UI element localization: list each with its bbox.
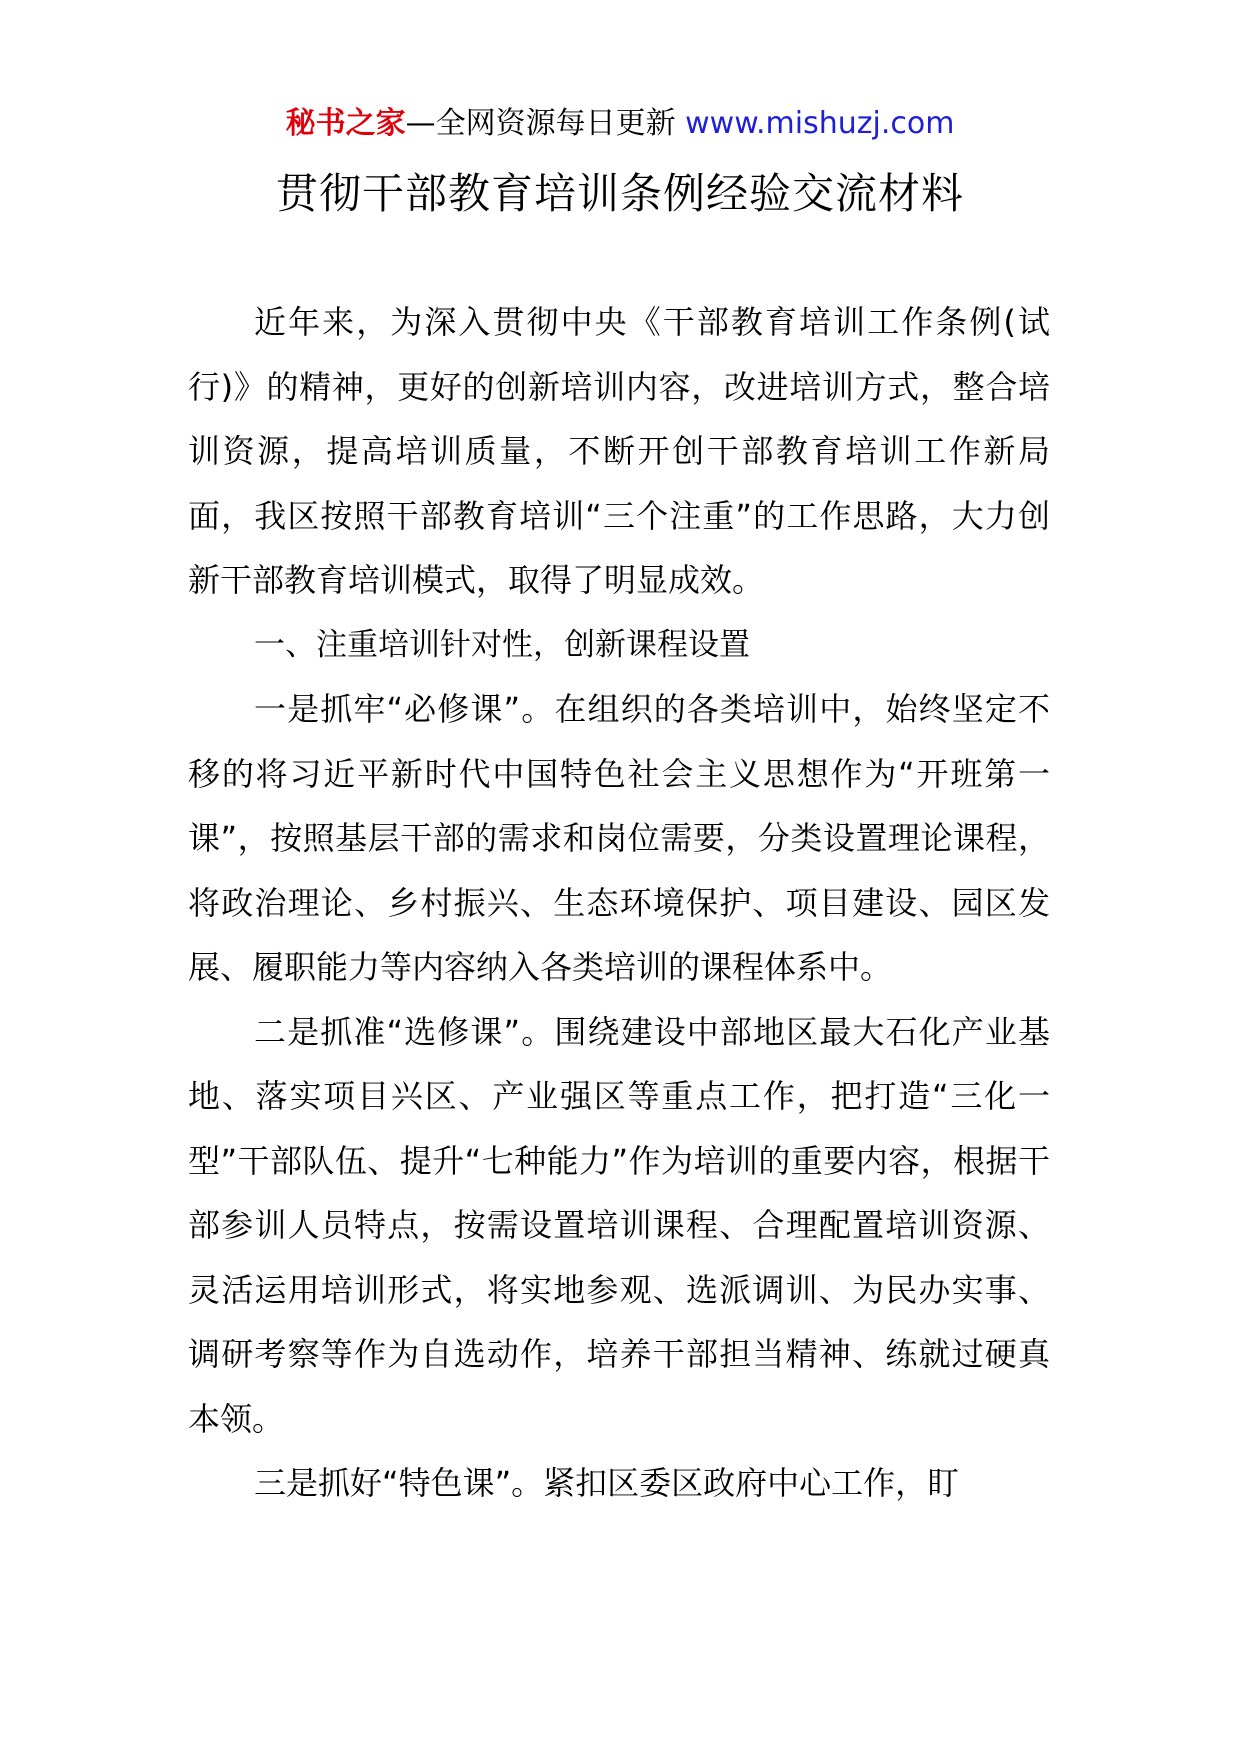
website-link[interactable]: www.mishuzj.com (685, 106, 955, 141)
paragraph-required-course: 一是抓牢“必修课”。在组织的各类培训中，始终坚定不移的将习近平新时代中国特色社会主义思想作为“开班第一课”，按照基层干部的需求和岗位需要，分类设置理论课程，将政治理论、乡村振兴、生态环境保护、项目建设、园区发展、履职能力等内容纳入各类培训的课程体系中。 (188, 690, 1050, 986)
tagline: —全网资源每日更新 (405, 106, 676, 141)
intro-paragraph: 近年来，为深入贯彻中央《干部教育培训工作条例(试行)》的精神，更好的创新培训内容，改进培训方式，整合培训资源，提高培训质量，不断开创干部教育培训工作新局面，我区按照干部教育培训“三个注重”的工作思路，大力创新干部教育培训模式，取得了明显成效。 (188, 303, 1050, 599)
document-body (188, 290, 1050, 1516)
paragraph-elective-course: 二是抓准“选修课”。围绕建设中部地区最大石化产业基地、落实项目兴区、产业强区等重点工作，把打造“三化一型”干部队伍、提升“七种能力”作为培训的重要内容，根据干部参训人员特点，按需设置培训课程、合理配置培训资源、灵活运用培训形式，将实地参观、选派调训、为民办实事、调研考察等作为自选动作，培养干部担当精神、练就过硬真本领。 (188, 1012, 1050, 1438)
brand-name: 秘书之家 (285, 106, 406, 141)
header-banner (0, 104, 1240, 144)
document-title: 贯彻干部教育培训条例经验交流材料 (275, 169, 964, 218)
section-heading: 一、注重培训针对性，创新课程设置 (254, 626, 750, 663)
paragraph-featured-course: 三是抓好“特色课”。紧扣区委区政府中心工作，盯 (254, 1464, 960, 1502)
